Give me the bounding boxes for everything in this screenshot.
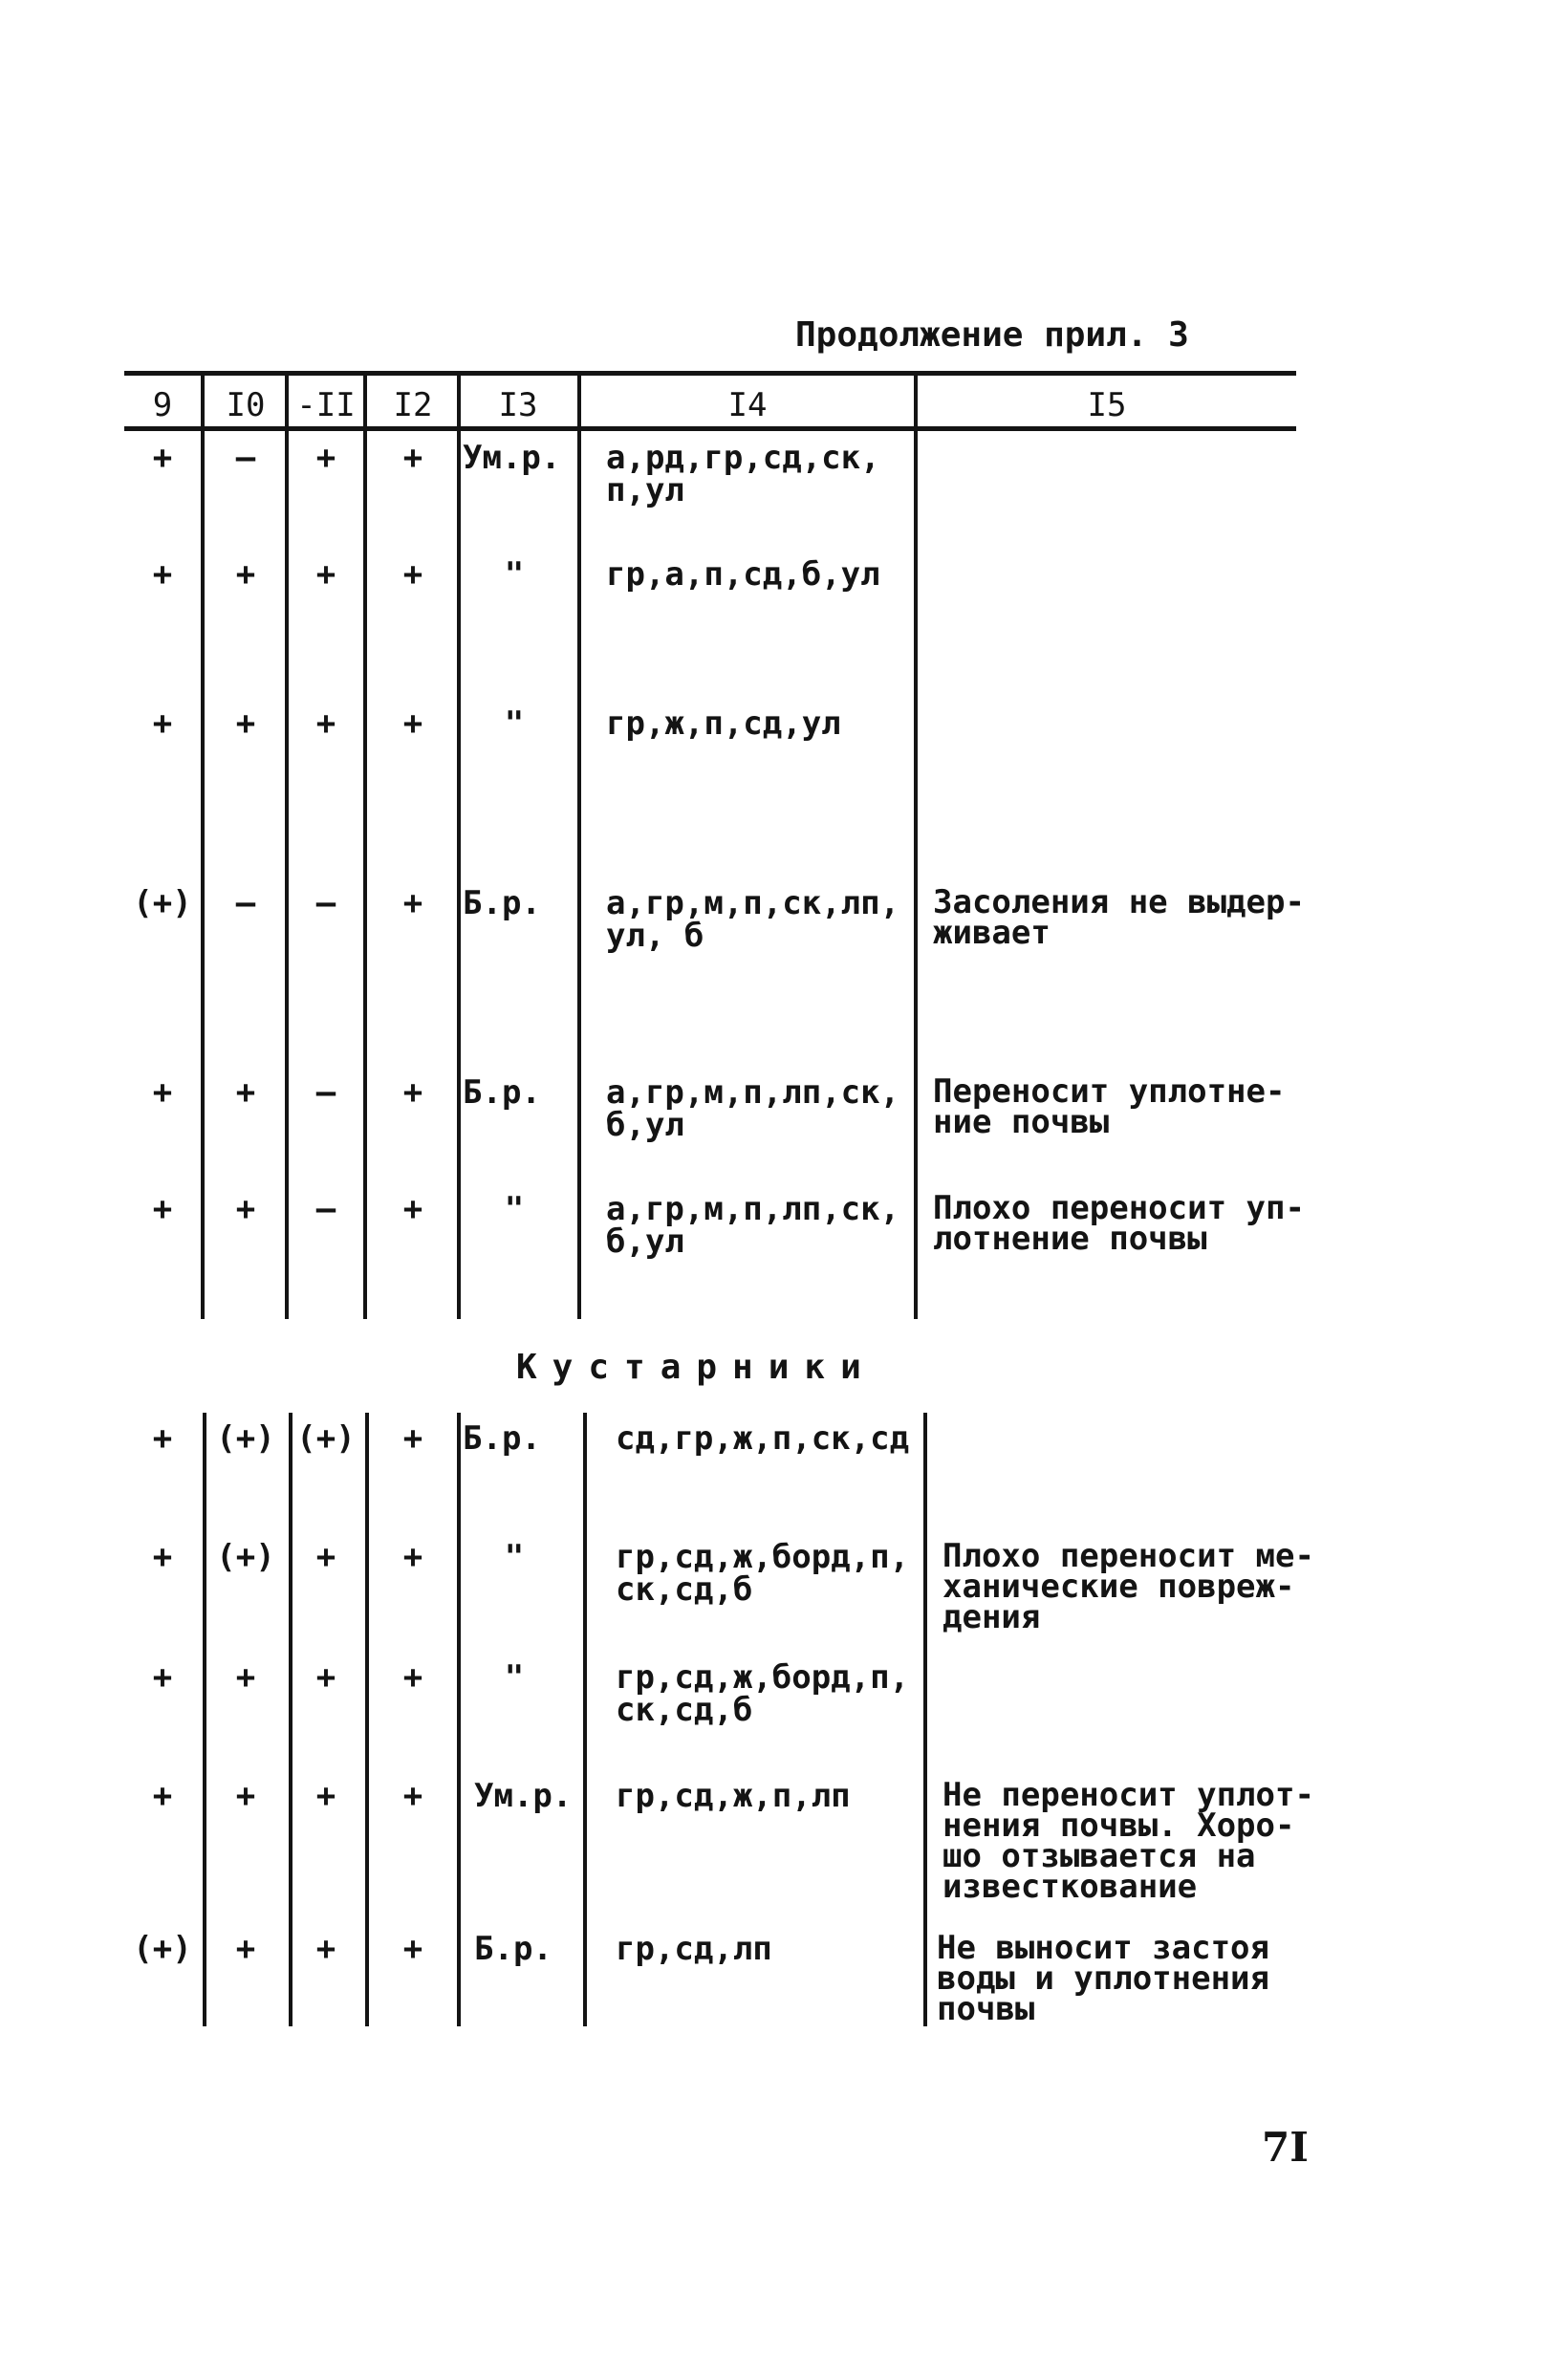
cell-col12: + — [402, 1777, 423, 1815]
cell-col9: (+) — [133, 884, 192, 922]
cell-col12: + — [402, 1538, 423, 1576]
cell-col9: + — [152, 1777, 173, 1815]
col-header-9: 9 — [152, 386, 173, 424]
cell-col9: + — [152, 439, 173, 477]
cell-col13: Ум.р. — [474, 1777, 573, 1815]
cell-col11: – — [315, 884, 336, 922]
cell-col12: + — [402, 884, 423, 922]
col-divider — [285, 375, 289, 1319]
cell-col12: + — [402, 1930, 423, 1968]
cell-col15: Не выносит застоя воды и уплотнения почвы — [937, 1929, 1269, 2028]
cell-col11: + — [315, 1777, 336, 1815]
col-header-10: I0 — [226, 386, 266, 424]
col-divider — [363, 375, 367, 1319]
continuation-label: Продолжение прил. 3 — [795, 315, 1189, 355]
cell-col10: (+) — [216, 1419, 275, 1458]
cell-col9: + — [152, 1190, 173, 1228]
cell-col14: а,гр,м,п,лп,ск, б,ул — [606, 1190, 900, 1261]
cell-col13: " — [504, 555, 525, 594]
cell-col11: – — [315, 1190, 336, 1228]
cell-col11: – — [315, 1073, 336, 1112]
cell-col9: + — [152, 1658, 173, 1697]
cell-col11: + — [315, 439, 336, 477]
col-divider — [577, 375, 581, 1319]
cell-col12: + — [402, 1658, 423, 1697]
cell-col10: + — [235, 1190, 256, 1228]
cell-col13: " — [504, 1190, 525, 1228]
cell-col10: + — [235, 1073, 256, 1112]
cell-col11: + — [315, 1658, 336, 1697]
page-number: 7I — [1262, 2124, 1309, 2171]
cell-col14: сд,гр,ж,п,ск,сд — [616, 1419, 910, 1458]
cell-col12: + — [402, 1419, 423, 1458]
cell-col13: Ум.р. — [463, 439, 561, 477]
cell-col14: гр,сд,лп — [616, 1930, 772, 1968]
section-heading-shrubs: Кустарники — [516, 1348, 877, 1387]
cell-col10: + — [235, 704, 256, 743]
cell-col13: Б.р. — [463, 884, 541, 922]
col-header-12: I2 — [393, 386, 433, 424]
cell-col10: – — [235, 884, 256, 922]
col-header-15: I5 — [1087, 386, 1127, 424]
cell-col12: + — [402, 1190, 423, 1228]
cell-col11: + — [315, 1930, 336, 1968]
cell-col13: " — [504, 1538, 525, 1576]
cell-col9: (+) — [133, 1930, 192, 1968]
cell-col14: а,гр,м,п,ск,лп, ул, б — [606, 884, 900, 955]
cell-col9: + — [152, 1538, 173, 1576]
cell-col9: + — [152, 704, 173, 743]
cell-col14: а,рд,гр,сд,ск, п,ул — [606, 439, 880, 509]
cell-col11: + — [315, 1538, 336, 1576]
cell-col13: " — [504, 704, 525, 743]
cell-col10: + — [235, 1777, 256, 1815]
cell-col14: а,гр,м,п,лп,ск, б,ул — [606, 1073, 900, 1144]
table-header-rule — [124, 426, 1296, 431]
cell-col10: – — [235, 439, 256, 477]
col-header-11: -II — [296, 386, 356, 424]
cell-col14: гр,сд,ж,борд,п, ск,сд,б — [616, 1658, 910, 1729]
cell-col10: + — [235, 1658, 256, 1697]
cell-col15: Плохо переносит уп- лотнение почвы — [933, 1189, 1305, 1258]
cell-col12: + — [402, 555, 423, 594]
col-divider — [914, 375, 918, 1319]
cell-col15: Переносит уплотне- ние почвы — [933, 1072, 1286, 1141]
col-header-13: I3 — [498, 386, 538, 424]
cell-col10: (+) — [216, 1538, 275, 1576]
cell-col14: гр,а,п,сд,б,ул — [606, 555, 880, 594]
cell-col12: + — [402, 704, 423, 743]
cell-col14: гр,ж,п,сд,ул — [606, 704, 841, 743]
cell-col14: гр,сд,ж,п,лп — [616, 1777, 851, 1815]
table-top-rule — [124, 371, 1296, 376]
cell-col11: + — [315, 704, 336, 743]
cell-col12: + — [402, 439, 423, 477]
cell-col10: + — [235, 1930, 256, 1968]
cell-col15: Плохо переносит ме- ханические повреж- дения — [942, 1537, 1314, 1636]
cell-col15: Засоления не выдер- живает — [933, 883, 1305, 952]
col-header-14: I4 — [727, 386, 768, 424]
cell-col11: + — [315, 555, 336, 594]
cell-col12: + — [402, 1073, 423, 1112]
cell-col9: + — [152, 1419, 173, 1458]
cell-col11: (+) — [296, 1419, 356, 1458]
cell-col10: + — [235, 555, 256, 594]
cell-col9: + — [152, 555, 173, 594]
cell-col9: + — [152, 1073, 173, 1112]
cell-col13: " — [504, 1658, 525, 1697]
cell-col15: Не переносит уплот- нения почвы. Хоро- шо отзывается на известкование — [942, 1776, 1314, 1906]
cell-col14: гр,сд,ж,борд,п, ск,сд,б — [616, 1538, 910, 1609]
col-divider — [201, 375, 205, 1319]
cell-col13: Б.р. — [463, 1419, 541, 1458]
col-divider — [457, 375, 461, 1319]
cell-col13: Б.р. — [474, 1930, 552, 1968]
cell-col13: Б.р. — [463, 1073, 541, 1112]
